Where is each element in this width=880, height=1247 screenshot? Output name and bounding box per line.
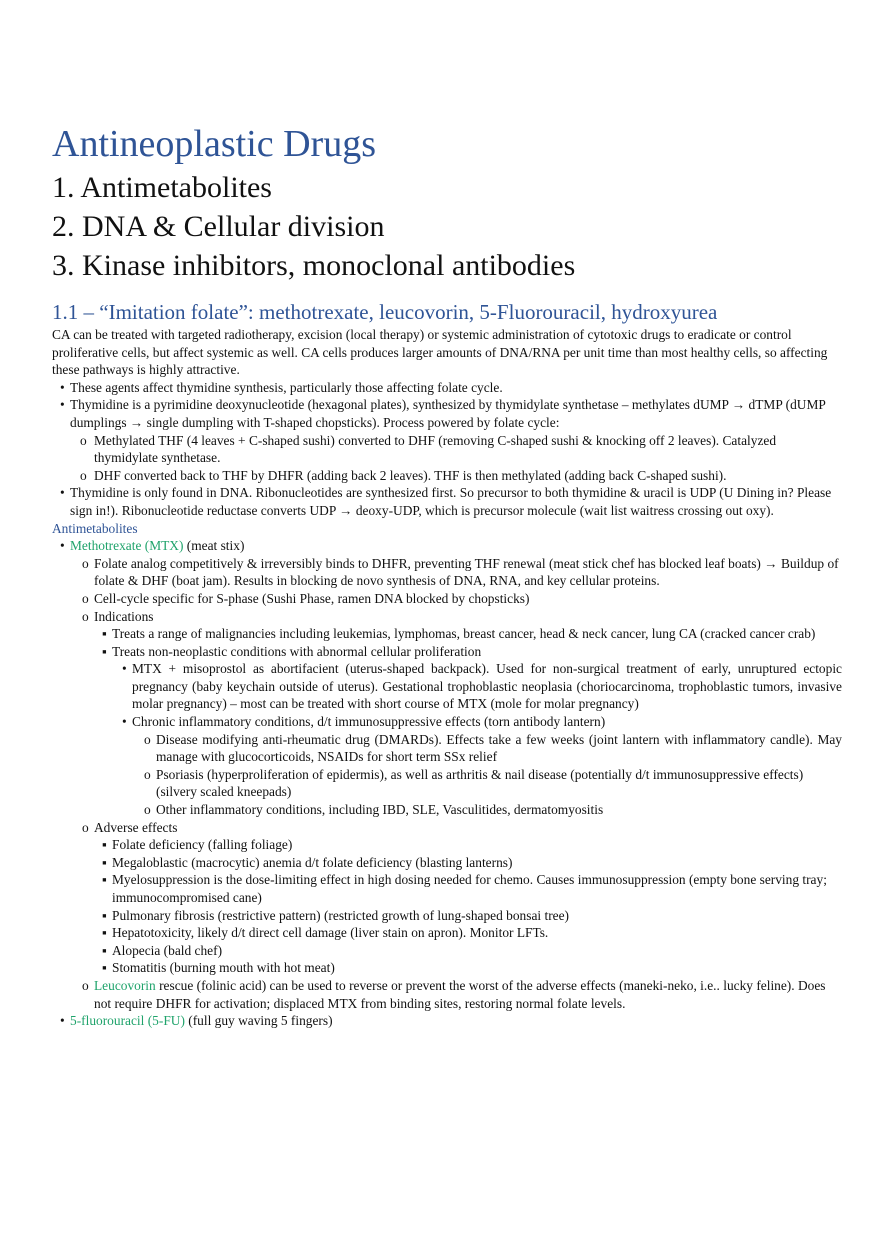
drug-name: 5-fluorouracil (5-FU): [70, 1013, 185, 1029]
page-title: Antineoplastic Drugs: [52, 123, 377, 165]
list-item: o Leucovorin rescue (folinic acid) can be used to reverse or prevent the worst of the adverse effects (maneki-neko, i.e.. lucky feline). Does not require DHFR for activation; displaced MTX from binding sites, restoring normal folate levels.: [82, 977, 826, 1011]
square-marker: ▪: [102, 837, 107, 853]
list-item: • Thymidine is a pyrimidine deoxynucleotide (hexagonal plates), synthesized by thymidylate synthetase – methylates dUMP → dTMP (dUMP dumplings → single dumpling with T-shaped chopsticks). Process powered by folate cycle:: [60, 397, 826, 430]
section-body: [52, 326, 842, 1030]
circle-marker: o: [82, 819, 89, 835]
circle-marker: o: [144, 766, 151, 782]
section-heading: 1.1 – “Imitation folate”: methotrexate, leucovorin, 5-Fluorouracil, hydroxyurea: [52, 300, 718, 324]
outline-item: 2. DNA & Cellular division: [52, 210, 385, 243]
square-marker: ▪: [102, 854, 107, 870]
list-item: ▪ Hepatotoxicity, likely d/t direct cell damage (liver stain on apron). Monitor LFTs.: [102, 925, 549, 941]
square-marker: ▪: [102, 907, 107, 923]
bullet-marker: •: [60, 1013, 65, 1029]
bullet-marker: •: [122, 714, 127, 730]
drug-name: Methotrexate (MTX): [70, 538, 184, 554]
list-item: ▪ Alopecia (bald chef): [102, 942, 223, 958]
square-marker: ▪: [102, 925, 107, 941]
list-item: o Folate analog competitively & irreversibly binds to DHFR, preventing THF renewal (meat stick chef has blocked leaf boats) → Buildup of folate & DHF (boat jam). Results in blocking de novo synthesis of DNA, RNA, and key cellular proteins.: [82, 555, 839, 589]
bullet-marker: •: [60, 485, 65, 501]
list-item: ▪ Treats a range of malignancies including leukemias, lymphomas, breast cancer, head & neck cancer, lung CA (cracked cancer crab): [102, 626, 816, 642]
circle-marker: o: [82, 590, 89, 606]
list-item: ▪ Pulmonary fibrosis (restrictive pattern) (restricted growth of lung-shaped bonsai tree): [102, 907, 570, 923]
list-item: • Methotrexate (MTX) (meat stix): [60, 538, 245, 554]
circle-marker: o: [80, 432, 87, 448]
topic-outline: [52, 168, 575, 285]
outline-item: 1. Antimetabolites: [52, 171, 272, 204]
list-item: ▪ Myelosuppression is the dose-limiting effect in high dosing needed for chemo. Causes immunosuppression (empty bone serving tray; immunocompromised cane): [102, 872, 827, 905]
circle-marker: o: [144, 802, 151, 818]
antimetabolites-heading: Antimetabolites: [52, 520, 138, 536]
list-item: o Adverse effects: [82, 819, 178, 835]
circle-marker: o: [82, 977, 89, 993]
list-item: o Indications: [82, 608, 154, 624]
list-item: • These agents affect thymidine synthesis, particularly those affecting folate cycle.: [60, 379, 503, 395]
list-item: ▪ Treats non-neoplastic conditions with abnormal cellular proliferation: [102, 643, 482, 659]
list-item: o Methylated THF (4 leaves + C-shaped sushi) converted to DHF (removing C-shaped sushi & knocking off 2 leaves). Catalyzed thymidylate synthetase.: [80, 432, 777, 466]
bullet-marker: •: [60, 397, 65, 413]
bullet-marker: •: [60, 538, 65, 554]
circle-marker: o: [82, 555, 89, 571]
square-marker: ▪: [102, 960, 107, 976]
list-item: o Disease modifying anti-rheumatic drug (DMARDs). Effects take a few weeks (joint lantern with inflammatory candle). May manage with glucocorticoids, NSAIDs for short term SSx relief: [144, 731, 842, 765]
list-item: • MTX + misoprostol as abortifacient (uterus-shaped backpack). Used for non-surgical treatment of early, unruptured ectopic pregnancy (baby keychain outside of uterus). Gestational trophoblastic neoplasia (choriocarcinoma, trophoblastic tumors, invasive molar pregnancy) – most can be treated with short course of MTX (mole for molar pregnancy): [122, 661, 842, 712]
list-item: o Psoriasis (hyperproliferation of epidermis), as well as arthritis & nail disease (potentially d/t immunosuppressive effects) (silvery scaled kneepads): [144, 766, 804, 800]
intro-paragraph: CA can be treated with targeted radiotherapy, excision (local therapy) or systemic administration of cytotoxic drugs to eradicate or control proliferative cells, but affect systemic as well. CA cells produces larger amounts of DNA/RNA per unit time than most healthy cells, so affecting these pathways is highly attractive.: [52, 327, 828, 378]
circle-marker: o: [80, 467, 87, 483]
list-item: ▪ Stomatitis (burning mouth with hot meat): [102, 960, 335, 976]
list-item: • Thymidine is only found in DNA. Ribonucleotides are synthesized first. So precursor to both thymidine & uracil is UDP (U Dining in? Please sign in!). Ribonucleotide reductase converts UDP → deoxy-UDP, which is precursor molecule (wait list waitress crossing out oxy).: [60, 485, 832, 518]
list-item: • 5-fluorouracil (5-FU) (full guy waving 5 fingers): [60, 1013, 333, 1029]
square-marker: ▪: [102, 872, 107, 888]
drug-name: Leucovorin: [94, 977, 156, 993]
circle-marker: o: [82, 608, 89, 624]
bullet-marker: •: [122, 661, 127, 677]
square-marker: ▪: [102, 626, 107, 642]
square-marker: ▪: [102, 942, 107, 958]
bullet-marker: •: [60, 379, 65, 395]
circle-marker: o: [144, 731, 151, 747]
list-item: o Other inflammatory conditions, including IBD, SLE, Vasculitides, dermatomyositis: [144, 802, 604, 818]
list-item: o DHF converted back to THF by DHFR (adding back 2 leaves). THF is then methylated (adding back C-shaped sushi).: [80, 467, 727, 483]
outline-item: 3. Kinase inhibitors, monoclonal antibodies: [52, 249, 576, 282]
list-item: ▪ Megaloblastic (macrocytic) anemia d/t folate deficiency (blasting lanterns): [102, 854, 513, 870]
list-item: ▪ Folate deficiency (falling foliage): [102, 837, 293, 853]
list-item: o Cell-cycle specific for S-phase (Sushi Phase, ramen DNA blocked by chopsticks): [82, 590, 530, 606]
square-marker: ▪: [102, 643, 107, 659]
list-item: • Chronic inflammatory conditions, d/t immunosuppressive effects (torn antibody lantern): [122, 714, 606, 730]
